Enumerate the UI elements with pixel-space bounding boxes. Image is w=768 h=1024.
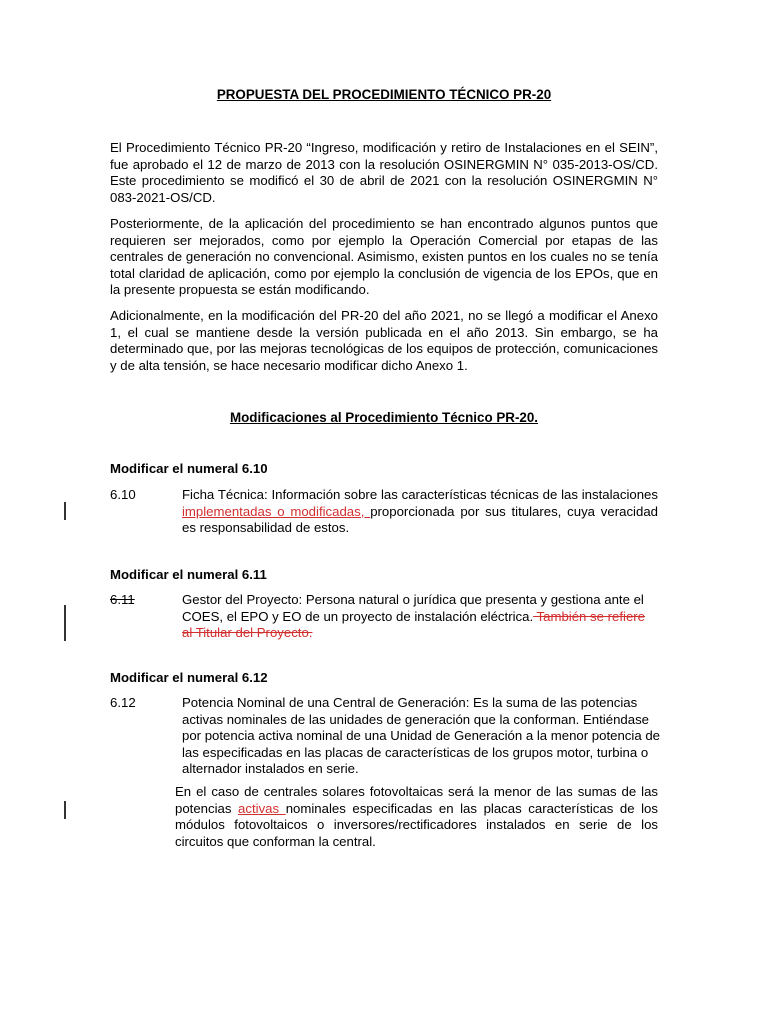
change-bar — [64, 801, 66, 819]
intro-paragraph-3: Adicionalmente, en la modificación del PR-20 del año 2021, no se llegó a modificar el Anexo 1, el cual se mantiene desde la versión publicada en el año 2013. Sin embargo, se ha determinado que, por las mejoras tecnológicas de los equipos de protección, comunicaciones y de alta tensión, se hace necesario modificar dicho Anexo 1. — [110, 308, 658, 373]
inserted-text-6-12: activas — [238, 800, 286, 816]
definition-6-12: Potencia Nominal de una Central de Generación: Es la suma de las potencias activas nominales de las unidades de generación que la conforman. Entiéndase por potencia activa nominal de una Unidad de Generación a la menor potencia de las especificadas en las placas de características de los grupos motor, turbina o alternador instalados en serie. — [182, 695, 660, 776]
change-bar — [64, 605, 66, 641]
deleted-text-6-11: También se refiere al Titular del Proyecto. — [182, 608, 646, 640]
document-title: PROPUESTA DEL PROCEDIMIENTO TÉCNICO PR-20 — [216, 87, 552, 102]
definition-6-12-p2-after: nominales especificadas en las placas características de los módulos fotovoltaicos o inversores/rectificadores instalados en serie de los circuitos que conforman la central. — [175, 800, 658, 849]
definition-6-11-text: Gestor del Proyecto: Persona natural o jurídica que presenta y gestiona ante el COES, el EPO y EO de un proyecto de instalación eléctrica. — [182, 592, 644, 624]
definition-6-10-text-after: proporcionada por sus titulares, cuya veracidad es responsabilidad de estos. — [182, 503, 658, 535]
numeral-6-10: 6.10 — [110, 487, 136, 502]
inserted-text-6-10: implementadas o modificadas, — [182, 503, 371, 519]
change-bar — [64, 502, 66, 520]
heading-6-10: Modificar el numeral 6.10 — [110, 461, 268, 476]
definition-6-10-text-before: Ficha Técnica: Información sobre las características técnicas de las instalaciones — [182, 487, 658, 502]
numeral-6-11: 6.11 — [110, 592, 135, 607]
definition-6-11 — [182, 592, 658, 642]
section-subtitle: Modificaciones al Procedimiento Técnico PR-20. — [229, 410, 539, 425]
intro-paragraph-1: El Procedimiento Técnico PR-20 “Ingreso, modificación y retiro de Instalaciones en el SEIN”, fue aprobado el 12 de marzo de 2013 con la resolución OSINERGMIN N° 035-2013-OS/CD. Este procedimiento se modificó el 30 de abril de 2021 con la resolución OSINERGMIN N° 083-2021-OS/CD. — [110, 140, 658, 205]
definition-6-12-paragraph-2 — [175, 784, 658, 850]
heading-6-11: Modificar el numeral 6.11 — [110, 567, 267, 582]
intro-paragraph-2: Posteriormente, de la aplicación del procedimiento se han encontrado algunos puntos que requieren ser mejorados, como por ejemplo la Operación Comercial por etapas de las centrales de generación no convencional. Asimismo, existen puntos en los cuales no se tenía total claridad de aplicación, como por ejemplo la conclusión de vigencia de los EPOs, que en la presente propuesta se están modificando. — [110, 216, 658, 297]
definition-6-10 — [182, 487, 658, 537]
heading-6-12: Modificar el numeral 6.12 — [110, 670, 268, 685]
numeral-6-12: 6.12 — [110, 695, 136, 710]
definition-6-12-p2-before: En el caso de centrales solares fotovoltaicas será la menor de las sumas de las potencias — [175, 784, 658, 816]
